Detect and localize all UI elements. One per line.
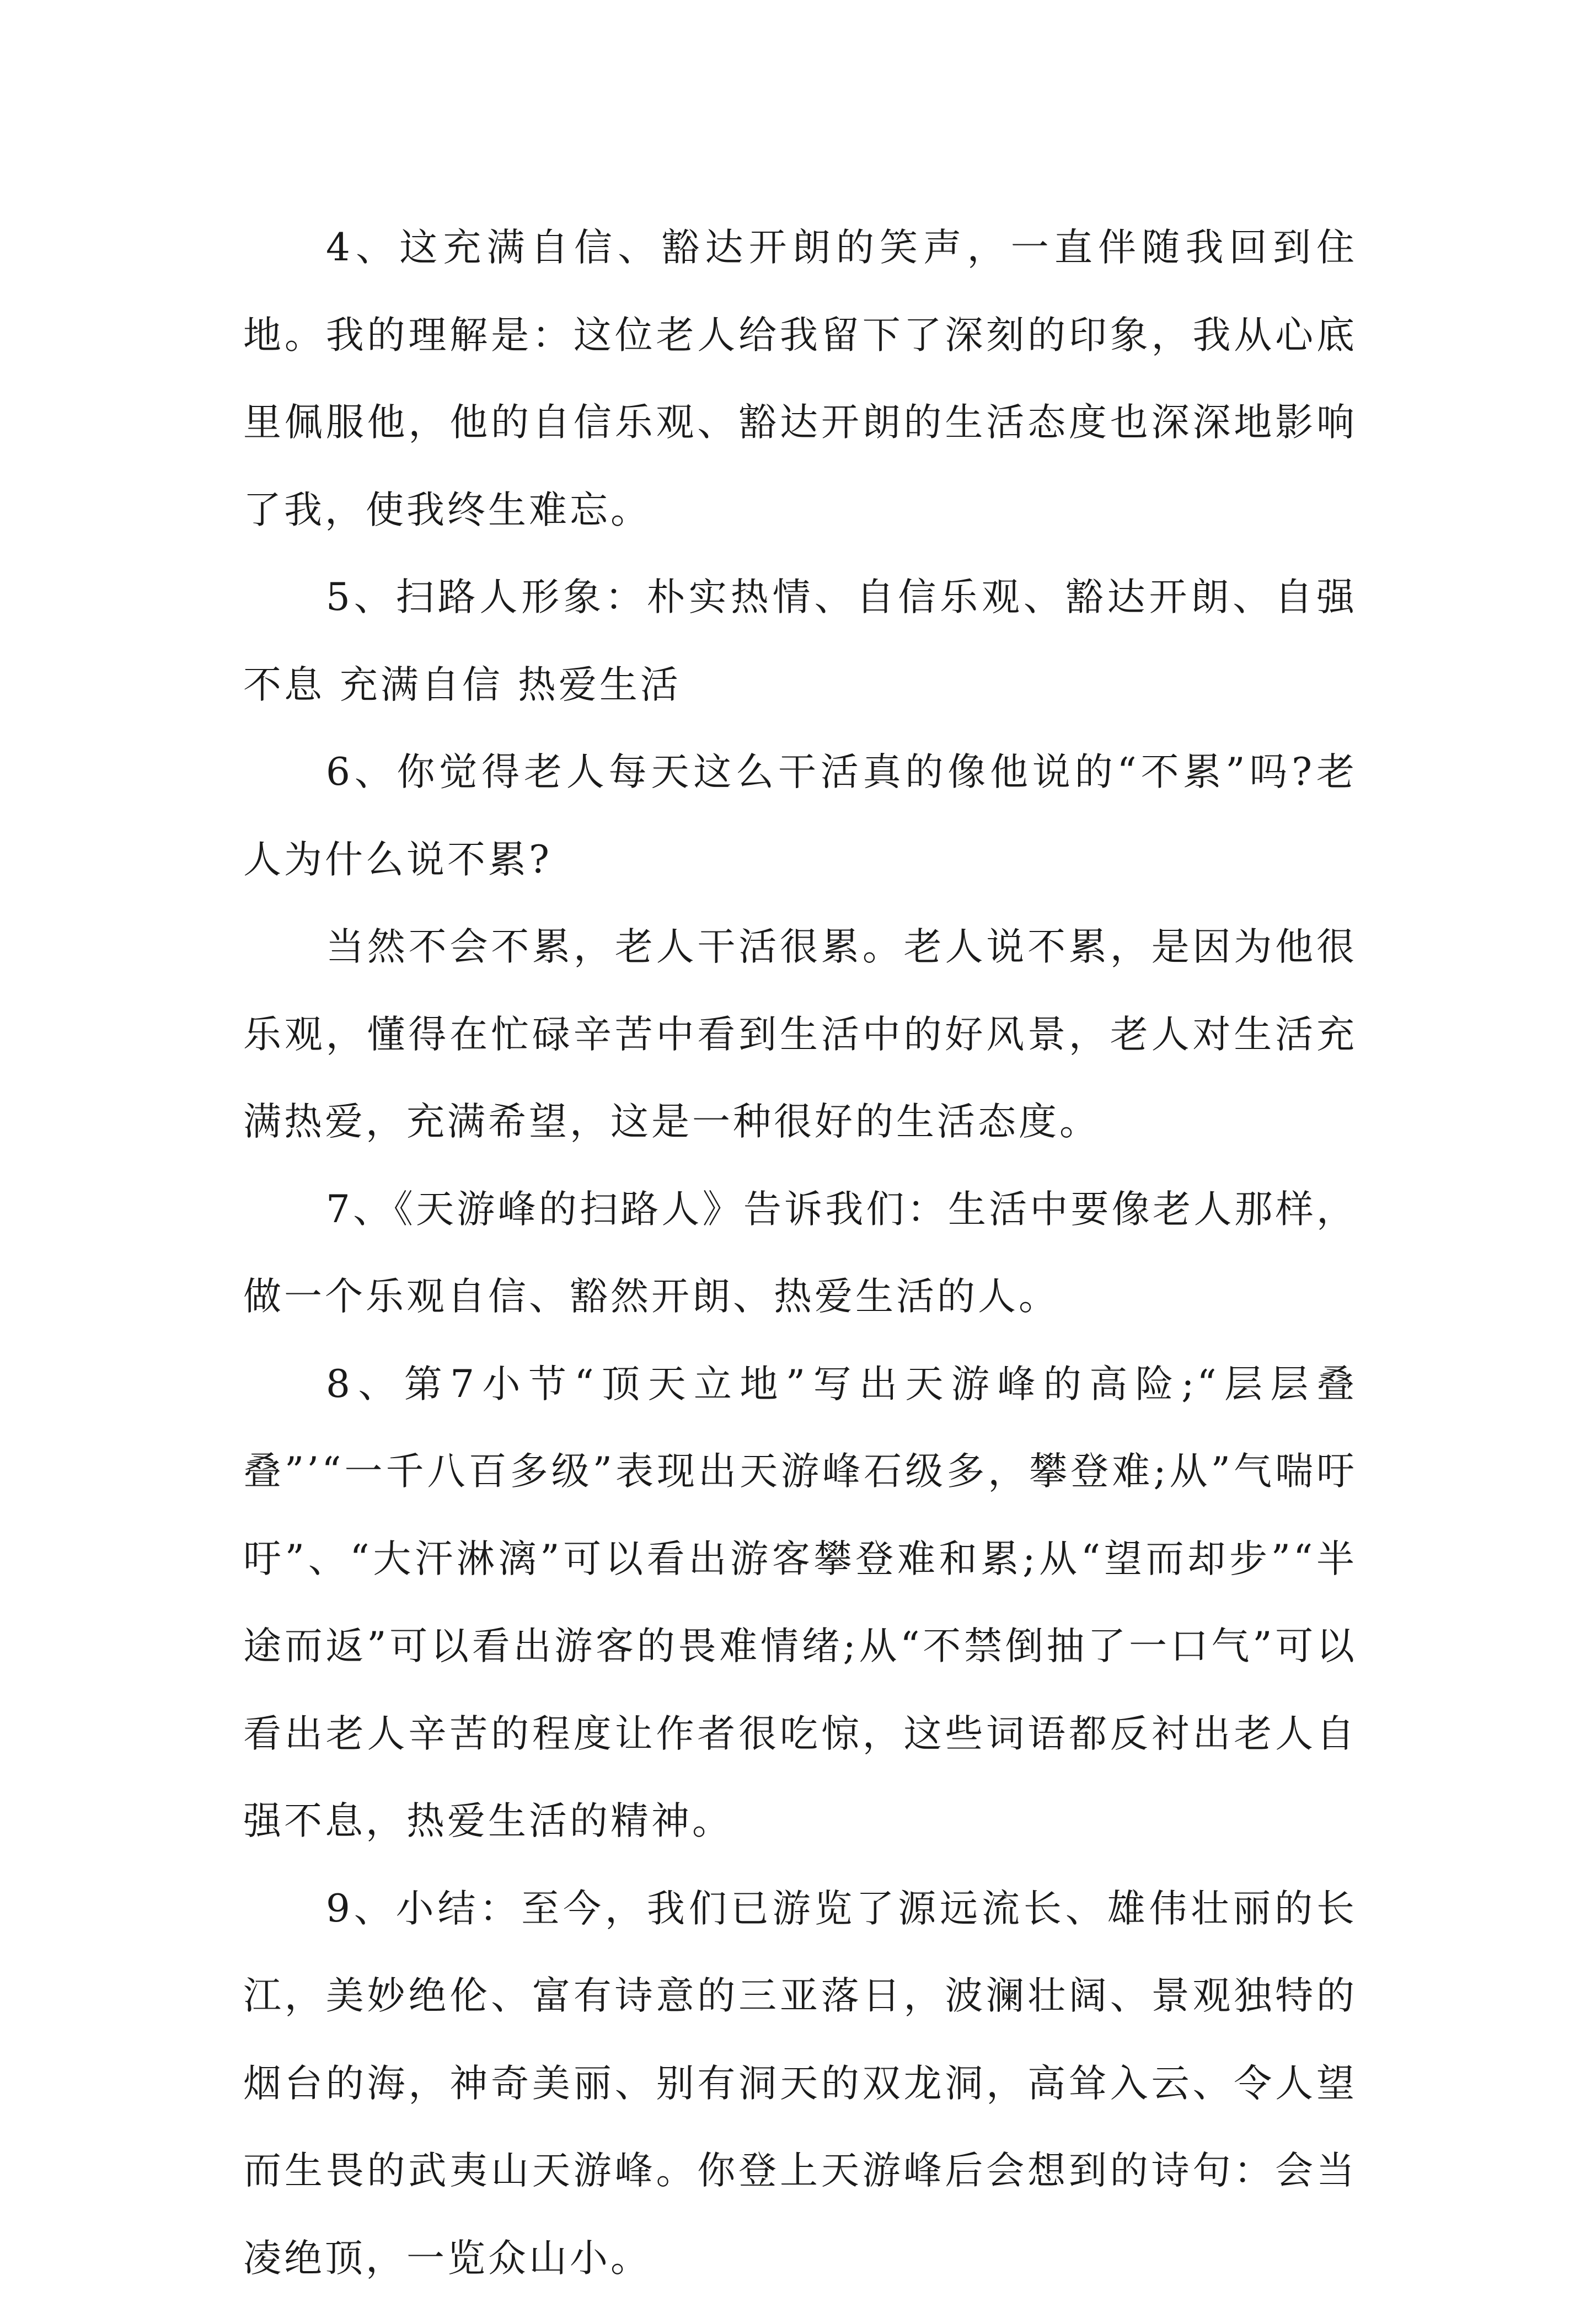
document-body bbox=[243, 204, 1357, 2302]
paragraph-4: 4、这充满自信、豁达开朗的笑声，一直伴随我回到住地。我的理解是：这位老人给我留下了深刻的印象，我从心底里佩服他，他的自信乐观、豁达开朗的生活态度也深深地影响了我，使我终生难忘。 bbox=[243, 204, 1357, 554]
paragraph-7: 7、《天游峰的扫路人》告诉我们：生活中要像老人那样，做一个乐观自信、豁然开朗、热爱生活的人。 bbox=[243, 1166, 1357, 1341]
paragraph-8: 8、第7小节“顶天立地”写出天游峰的高险;“层层叠叠”’“一千八百多级”表现出天游峰石级多，攀登难;从”气喘吁吁”、“大汗淋漓”可以看出游客攀登难和累;从“望而却步”“半途而返”可以看出游客的畏难情绪;从“不禁倒抽了一口气”可以看出老人辛苦的程度让作者很吃惊，这些词语都反衬出老人自强不息，热爱生活的精神。 bbox=[243, 1341, 1357, 1865]
paragraph-6-answer: 当然不会不累，老人干活很累。老人说不累，是因为他很乐观，懂得在忙碌辛苦中看到生活中的好风景，老人对生活充满热爱，充满希望，这是一种很好的生活态度。 bbox=[243, 903, 1357, 1166]
paragraph-5: 5、扫路人形象：朴实热情、自信乐观、豁达开朗、自强不息 充满自信 热爱生活 bbox=[243, 554, 1357, 729]
paragraph-9: 9、小结：至今，我们已游览了源远流长、雄伟壮丽的长江，美妙绝伦、富有诗意的三亚落日，波澜壮阔、景观独特的烟台的海，神奇美丽、别有洞天的双龙洞，高耸入云、令人望而生畏的武夷山天游峰。你登上天游峰后会想到的诗句：会当凌绝顶，一览众山小。 bbox=[243, 1865, 1357, 2302]
paragraph-6: 6、你觉得老人每天这么干活真的像他说的“不累”吗?老人为什么说不累? bbox=[243, 729, 1357, 903]
